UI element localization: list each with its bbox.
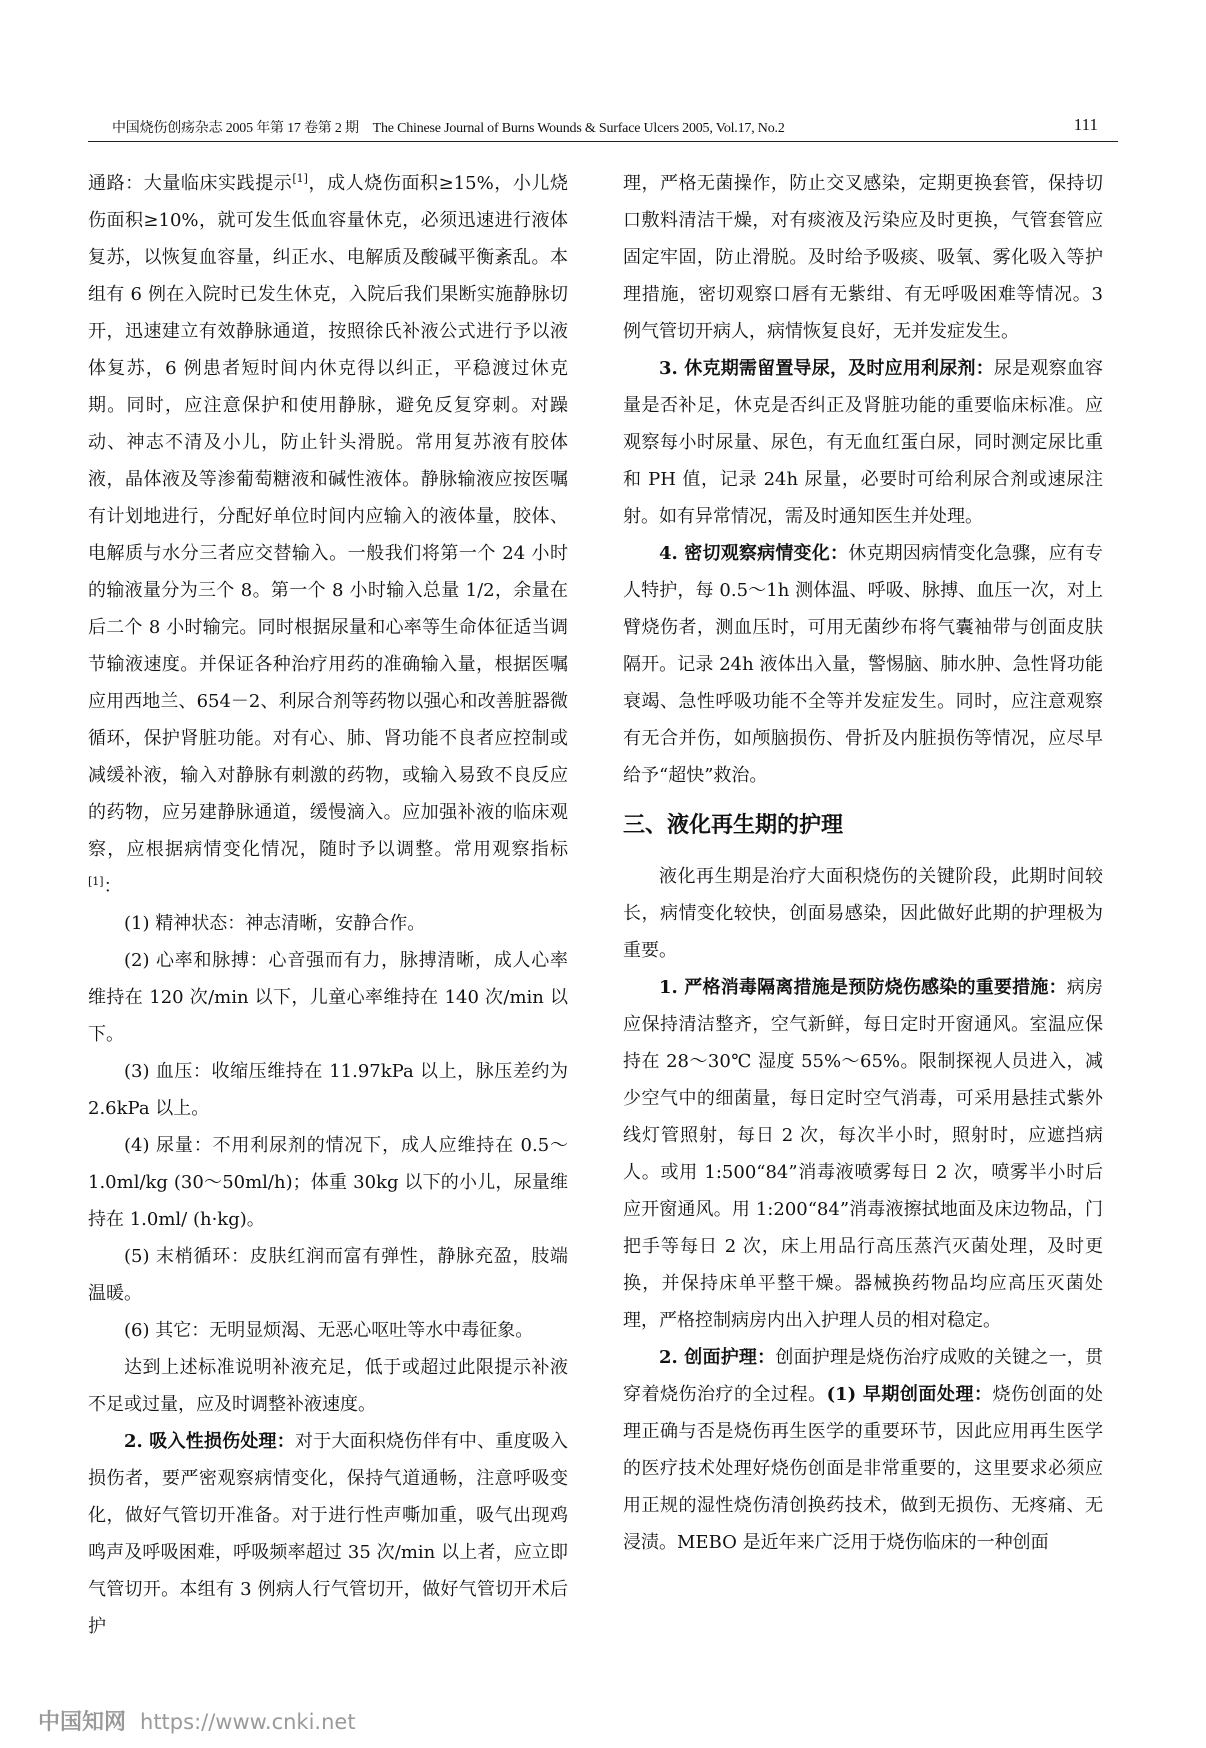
indicator-item: (5) 末梢循环：皮肤红润而富有弹性，静脉充盈，肢端温暖。	[88, 1246, 568, 1304]
paragraph-tracheotomy-care: 理，严格无菌操作，防止交叉感染，定期更换套管，保持切口敷料清洁干燥，对有痰液及污染应及时更换，气管套管应固定牢固，防止滑脱。及时给予吸痰、吸氧、雾化吸入等护理措施，密切观察口唇有无紫绀、有无呼吸困难等情况。3 例气管切开病人，病情恢复良好，无并发症发生。	[623, 173, 1103, 342]
header-rule	[88, 141, 1118, 142]
journal-citation: 中国烧伤创疡杂志 2005 年第 17 卷第 2 期 The Chinese Journal of Burns Wounds & Surface Ulcers 2005, Vol.17, No.2	[112, 121, 785, 136]
indicator-item: (6) 其它：无明显烦渴、无恶心呕吐等水中毒征象。	[124, 1320, 534, 1341]
watermark-footer	[38, 1705, 356, 1735]
section-catheter-diuretics: 3. 休克期需留置导尿，及时应用利尿剂：尿是观察血容量是否补足，休克是否纠正及肾脏功能的重要临床标准。应观察每小时尿量、尿色，有无血红蛋白尿，同时测定尿比重和 PH 值，记录 24h 尿量，必要时可给利尿合剂或速尿注射。如有异常情况，需及时通知医生并处理。	[623, 358, 1103, 527]
page-number: 111	[1073, 115, 1098, 134]
cnki-logo: 中国知网	[38, 1710, 127, 1735]
subsection-subtitle: (1) 早期创面处理：	[826, 1384, 993, 1405]
cnki-url: https://www.cnki.net	[140, 1710, 356, 1734]
running-header	[88, 117, 1118, 143]
section-inhalation-injury: 2. 吸入性损伤处理：对于大面积烧伤伴有中、重度吸入损伤者，要严密观察病情变化，保持气道通畅，注意呼吸变化，做好气管切开准备。对于进行性声嘶加重，吸气出现鸡鸣声及呼吸困难，呼吸频率超过 35 次/min 以上者，应立即气管切开。本组有 3 例病人行气管切开，做好气管切开术后护	[88, 1431, 569, 1637]
section-observe-condition: 4. 密切观察病情变化：休克期因病情变化急骤，应有专人特护，每 0.5～1h 测体温、呼吸、脉搏、血压一次，对上臂烧伤者，测血压时，可用无菌纱布将气囊袖带与创面皮肤隔开。记录 24h 液体出入量，警惕脑、肺水肿、急性肾功能衰竭、急性呼吸功能不全等并发症发生。同时，应注意观察有无合并伤，如颅脑损伤、骨折及内脏损伤等情况，应尽早给予“超快”救治。	[623, 543, 1104, 786]
section-disinfection-isolation: 1. 严格消毒隔离措施是预防烧伤感染的重要措施：病房应保持清洁整齐，空气新鲜，每日定时开窗通风。室温应保持在 28～30℃ 湿度 55%～65%。限制探视人员进入，减少空气中的细菌量，每日定时空气消毒，可采用悬挂式紫外线灯管照射，每日 2 次，每次半小时，照射时，应遮挡病人。或用 1:500“84”消毒液喷雾每日 2 次，喷雾半小时后应开窗通风。用 1:200“84”消毒液擦拭地面及床边物品，门把手等每日 2 次，床上用品行高压蒸汽灭菌处理，及时更换，并保持床单平整干燥。器械换药物品均应高压灭菌处理，严格控制病房内出入护理人员的相对稳定。	[623, 977, 1103, 1331]
paragraph-liquefaction-intro: 液化再生期是治疗大面积烧伤的关键阶段，此期时间较长，病情变化较快，创面易感染，因此做好此期的护理极为重要。	[623, 866, 1103, 961]
indicator-item: (4) 尿量：不用利尿剂的情况下，成人应维持在 0.5～1.0ml/kg (30～50ml/h)；体重 30kg 以下的小儿，尿量维持在 1.0ml/ (h·kg)。	[88, 1135, 568, 1230]
subsection-title: 3. 休克期需留置导尿，及时应用利尿剂：	[659, 358, 994, 379]
paragraph-summary: 达到上述标准说明补液充足，低于或超过此限提示补液不足或过量，应及时调整补液速度。	[88, 1357, 568, 1415]
citation-ref: [1]	[292, 172, 308, 185]
subsection-title: 4. 密切观察病情变化：	[659, 543, 849, 564]
subsection-title: 1. 严格消毒隔离措施是预防烧伤感染的重要措施：	[659, 977, 1067, 998]
indicator-item: (1) 精神状态：神志清晰，安静合作。	[124, 913, 426, 934]
subsection-title: 2. 创面护理：	[659, 1347, 776, 1368]
right-column	[623, 165, 1103, 1561]
indicator-item: (2) 心率和脉搏：心音强而有力，脉搏清晰，成人心率维持在 120 次/min 以下，儿童心率维持在 140 次/min 以下。	[88, 950, 568, 1045]
left-column	[88, 165, 568, 1645]
section-wound-care: 2. 创面护理：创面护理是烧伤治疗成败的关键之一，贯穿着烧伤治疗的全过程。(1) 早期创面处理：烧伤创面的处理正确与否是烧伤再生医学的重要环节，因此应用再生医学的医疗技术处理好烧伤创面是非常重要的，这里要求必须应用正规的湿性烧伤清创换药技术，做到无损伤、无疼痛、无浸渍。MEBO 是近年来广泛用于烧伤临床的一种创面	[623, 1347, 1104, 1553]
citation-ref: [1]	[88, 875, 104, 888]
section-heading: 三、液化再生期的护理	[623, 813, 844, 838]
paragraph-fluid-resuscitation: 通路：大量临床实践提示[1]，成人烧伤面积≥15%，小儿烧伤面积≥10%，就可发生低血容量休克，必须迅速进行液体复苏，以恢复血容量，纠正水、电解质及酸碱平衡紊乱。本组有 6 例在入院时已发生休克，入院后我们果断实施静脉切开，迅速建立有效静脉通道，按照徐氏补液公式进行予以液体复苏，6 例患者短时间内休克得以纠正，平稳渡过休克期。同时，应注意保护和使用静脉，避免反复穿刺。对躁动、神志不清及小儿，防止针头滑脱。常用复苏液有胶体液，晶体液及等渗葡萄糖液和碱性液体。静脉输液应按医嘱有计划地进行，分配好单位时间内应输入的液体量，胶体、电解质与水分三者应交替输入。一般我们将第一个 24 小时的输液量分为三个 8。第一个 8 小时输入总量 1/2，余量在后二个 8 小时输完。同时根据尿量和心率等生命体征适当调节输液速度。并保证各种治疗用药的准确输入量，根据医嘱应用西地兰、654－2、利尿合剂等药物以强心和改善脏器微循环，保护肾脏功能。对有心、肺、肾功能不良者应控制或减缓补液，输入对静脉有刺激的药物，或输入易致不良反应的药物，应另建静脉通道，缓慢滴入。应加强补液的临床观察，应根据病情变化情况，随时予以调整。常用观察指标[1]：	[88, 172, 569, 897]
subsection-title: 2. 吸入性损伤处理：	[124, 1431, 295, 1452]
indicator-item: (3) 血压：收缩压维持在 11.97kPa 以上，脉压差约为 2.6kPa 以上。	[88, 1061, 568, 1119]
